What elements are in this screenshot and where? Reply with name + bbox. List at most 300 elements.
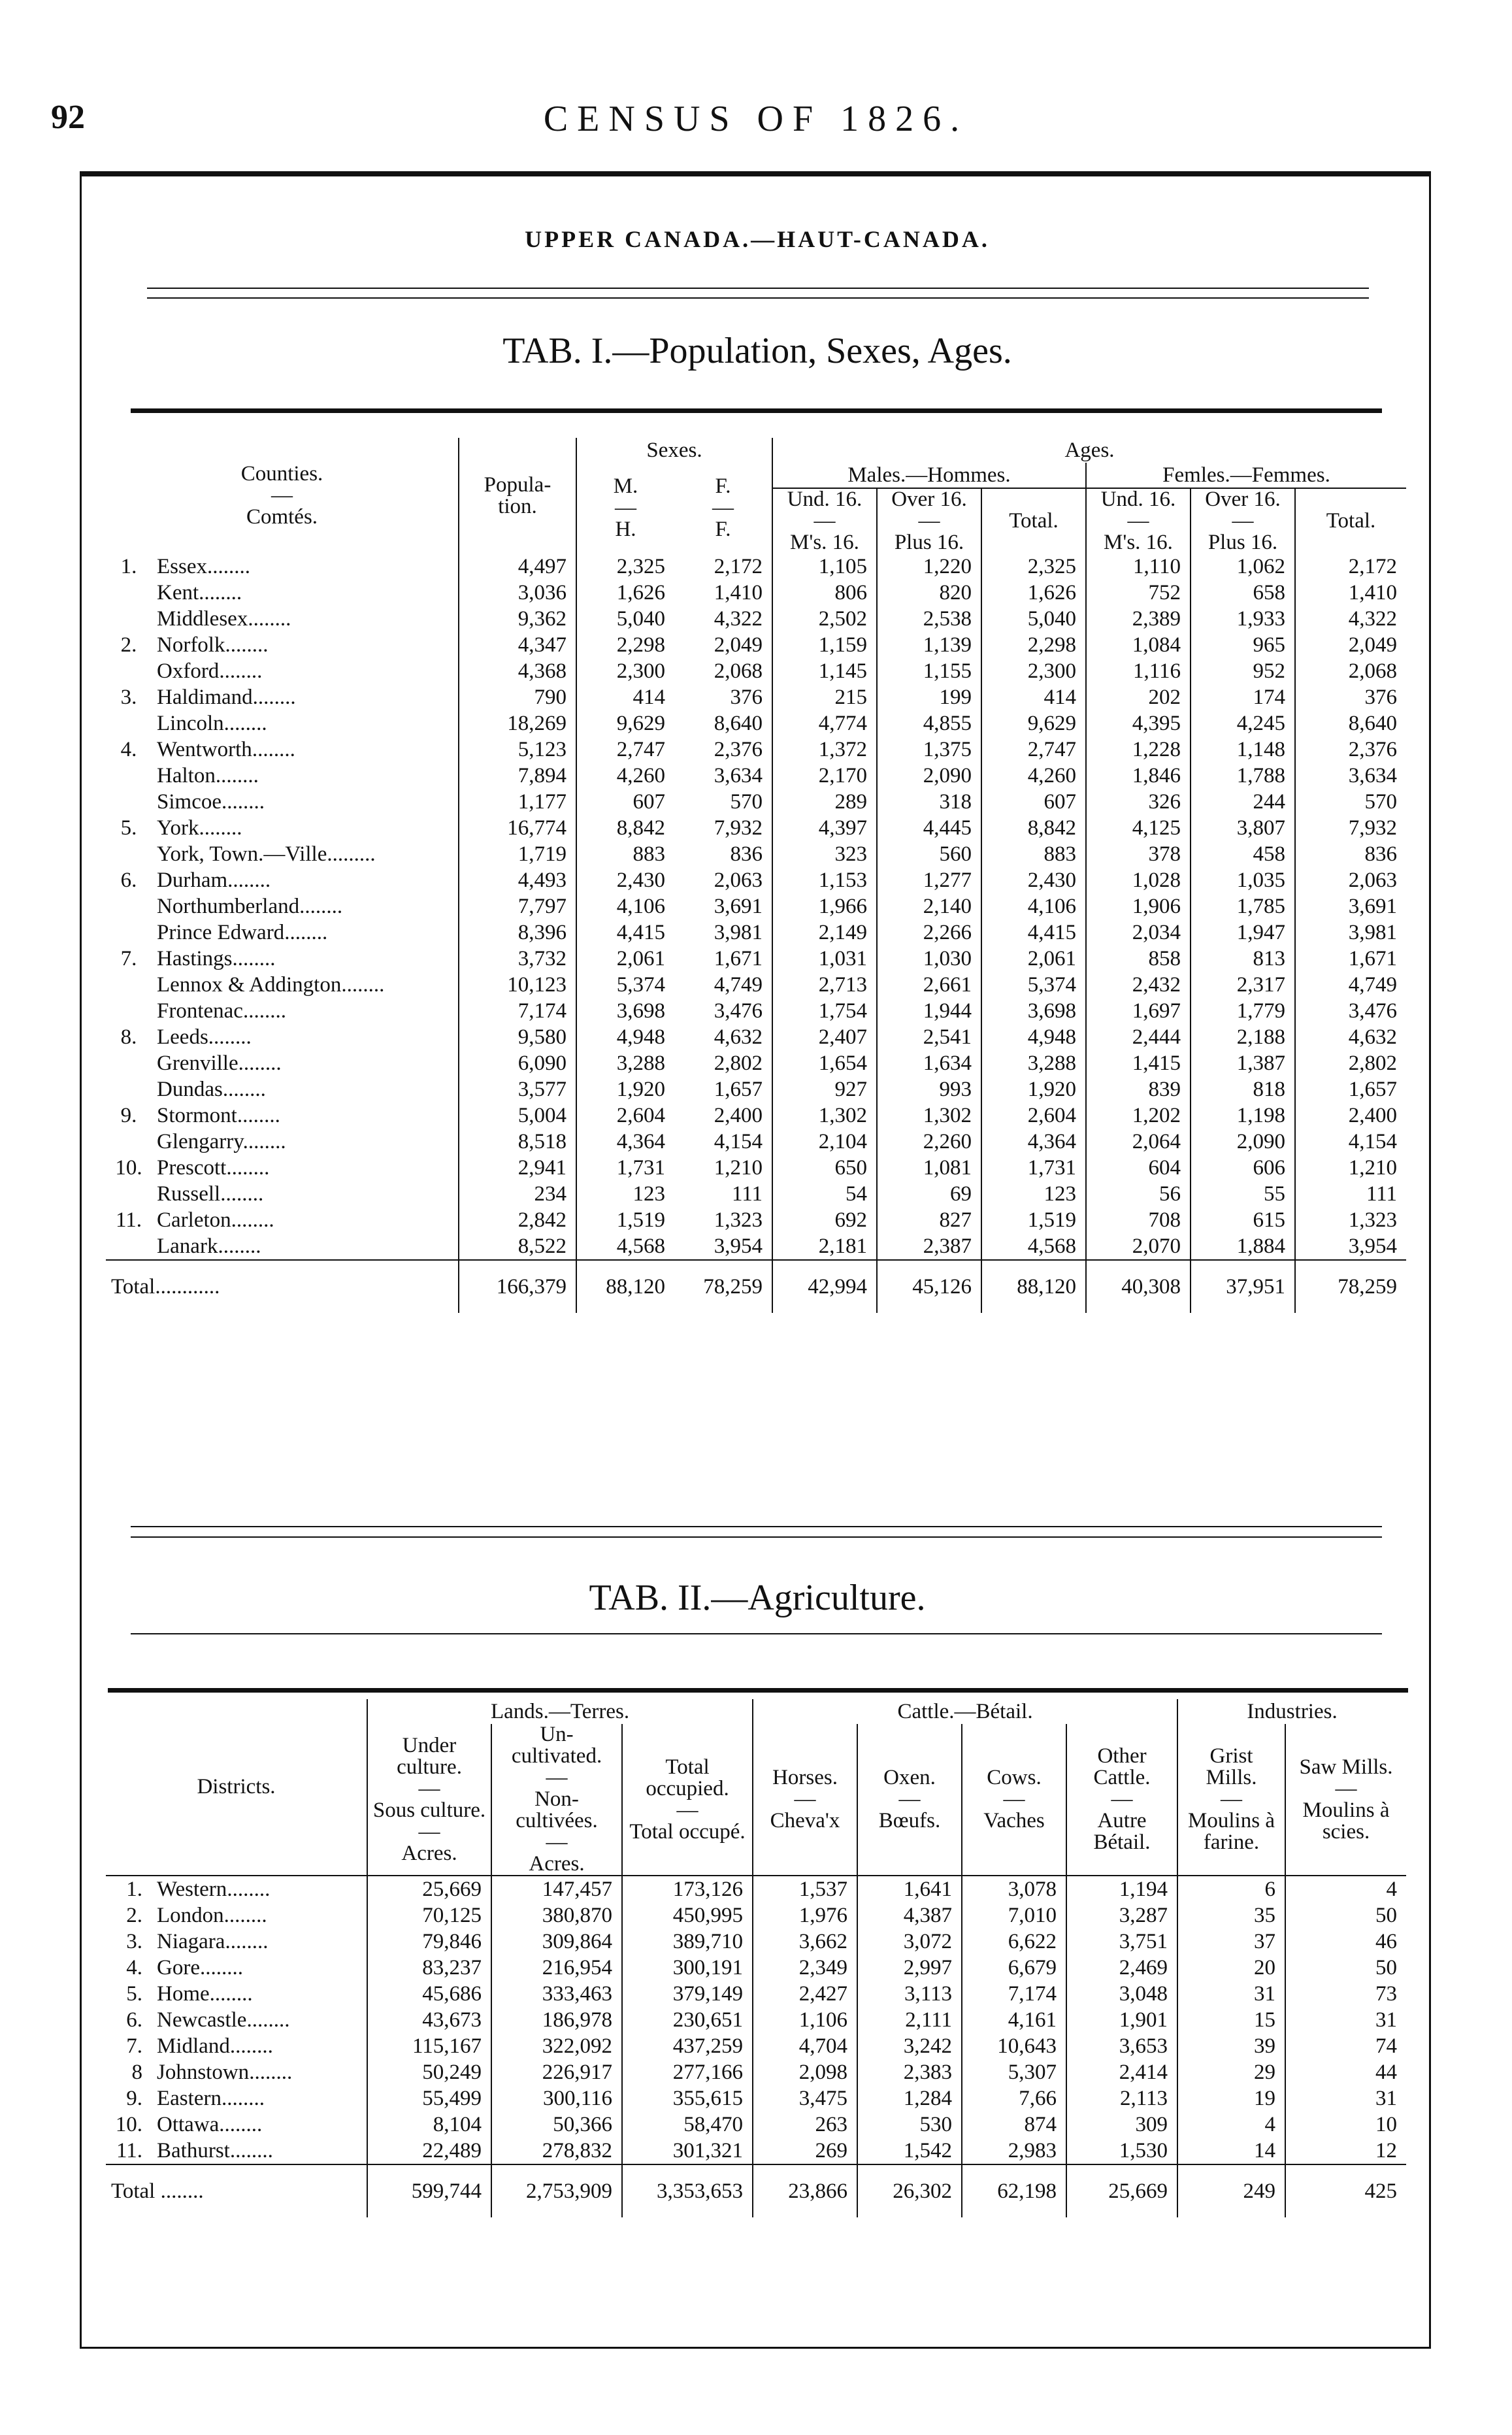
cell-f: 376 [730,685,763,709]
cell-co: 7,010 [962,1902,1066,1929]
cell-mt: 3,698 [981,998,1086,1024]
group-number [106,893,152,919]
cell-f: 2,063 [714,868,763,892]
under-culture-header: Under culture. — Sous culture. — Acres. [367,1724,491,1876]
county-row [106,763,1406,789]
cell-f: 3,691 [714,894,763,918]
district-number: 5. [126,1981,142,2006]
cell-un: 226,917 [491,2059,622,2085]
cell-fu: 202 [1086,684,1191,710]
total-occupied-header: Total occupied. — Total occupé. [622,1724,753,1876]
cell-pop: 6,090 [459,1050,576,1076]
group-number [106,1129,152,1155]
cell-mt: 1,731 [981,1155,1086,1181]
county-name: Stormont........ [157,1103,280,1127]
male-under16-header: Und. 16. — M's. 16. [772,488,877,554]
cell-m: 3,698 [576,998,674,1024]
agriculture-table [106,1699,1406,2217]
cell-fo: 818 [1191,1076,1295,1102]
autre-label: Autre Bétail. [1093,1809,1151,1854]
cell-sm: 12 [1285,2138,1406,2164]
group-number [106,972,152,998]
cell-fo: 3,807 [1191,815,1295,841]
cell-mt: 2,061 [981,946,1086,972]
cell-mu: 4,397 [772,815,877,841]
group-number: 11. [115,1208,142,1232]
district-row [106,1902,1406,1929]
cell-m: 2,298 [576,632,674,658]
district-name: Home........ [157,1981,253,2006]
moulins-farine-label: Moulins à farine. [1188,1809,1275,1854]
cell-uc: 43,673 [367,2007,491,2033]
cell-ft: 376 [1295,684,1406,710]
cell-uc: 50,249 [367,2059,491,2085]
cell-mo: 4,445 [877,815,981,841]
cell-pop: 234 [459,1181,576,1207]
district-row [106,2112,1406,2138]
group-number [106,1181,152,1207]
cell-un: 216,954 [491,1955,622,1981]
cell-mo: 827 [877,1207,981,1233]
cell-mt: 2,430 [981,867,1086,893]
plus16-label: Plus 16. [1208,531,1278,554]
cell-pop: 4,368 [459,658,576,684]
cell-ho: 4,704 [753,2033,857,2059]
county-name: Oxford........ [157,659,263,683]
running-title: CENSUS OF 1826. [543,99,969,139]
cell-mu: 1,159 [772,632,877,658]
county-row [106,1024,1406,1050]
group-number [106,841,152,867]
running-head [0,98,1512,144]
cell-mo: 199 [877,684,981,710]
county-name: Halton........ [157,763,259,787]
cell-sm: 44 [1285,2059,1406,2085]
cell-mu: 2,181 [772,1233,877,1260]
district-number: 7. [126,2034,142,2058]
county-name: York, Town.—Ville......... [157,842,376,866]
cell-mu: 806 [772,580,877,606]
cell-mu: 1,372 [772,737,877,763]
cell-ot: 3,653 [1066,2033,1177,2059]
cell-fo: 1,035 [1191,867,1295,893]
cell-co: 3,078 [962,1876,1066,1902]
district-number: 4. [126,1955,142,1979]
cell-co: 7,66 [962,2085,1066,2112]
cell-fu: 1,110 [1086,554,1191,580]
cell-fo: 658 [1191,580,1295,606]
cell-mt: 4,260 [981,763,1086,789]
tab2-top-rule [108,1688,1408,1693]
district-number: 1. [106,1876,152,1902]
cell-to: 450,995 [622,1902,753,1929]
cell-mu: 54 [772,1181,877,1207]
h-label: H. [615,518,636,541]
uncultivated-header: Un- cultivated. — Non- cultivées. — Acres. [491,1724,622,1876]
cell-un: 322,092 [491,2033,622,2059]
total-mt: 88,120 [981,1260,1086,1313]
cell-ft: 1,210 [1295,1155,1406,1181]
tab1-top-rule [131,408,1382,413]
cell-ft: 7,932 [1295,815,1406,841]
district-name: Midland........ [157,2034,273,2058]
cell-mu: 2,407 [772,1024,877,1050]
cell-pop: 4,493 [459,867,576,893]
cell-mt: 4,568 [981,1233,1086,1260]
cell-ft: 111 [1295,1181,1406,1207]
cell-gm: 37 [1177,1929,1285,1955]
county-row [106,1181,1406,1207]
cell-m: 2,061 [576,946,674,972]
cell-mu: 289 [772,789,877,815]
cell-mo: 1,030 [877,946,981,972]
county-row [106,1207,1406,1233]
cell-gm: 14 [1177,2138,1285,2164]
sexes-header: Sexes. [576,438,772,463]
female-under16-header: Und. 16. — M's. 16. [1086,488,1191,554]
cell-fu: 1,028 [1086,867,1191,893]
moulins-scies-label: Moulins à scies. [1302,1798,1390,1844]
ms16-label: M's. 16. [1104,531,1173,554]
divider [131,1526,1382,1527]
county-row [106,1155,1406,1181]
district-name: Western........ [152,1876,367,1902]
cell-pop: 7,894 [459,763,576,789]
cell-pop: 2,842 [459,1207,576,1233]
grist-mills-header: Grist Mills. — Moulins à farine. [1177,1724,1285,1876]
cell-f: 111 [731,1182,763,1206]
cell-pop: 5,123 [459,737,576,763]
totoccupe-label: Total occupé. [629,1819,746,1844]
county-row [106,737,1406,763]
cell-mo: 2,661 [877,972,981,998]
cell-uc: 55,499 [367,2085,491,2112]
cell-pop: 1,177 [459,789,576,815]
cell-pop: 7,797 [459,893,576,919]
horses-label: Horses. [772,1766,838,1789]
cell-co: 2,983 [962,2138,1066,2164]
cell-fu: 1,228 [1086,737,1191,763]
county-row [106,972,1406,998]
county-name: Hastings........ [157,946,276,970]
cell-ft: 3,954 [1295,1233,1406,1260]
cell-to: 301,321 [622,2138,753,2164]
total-fo: 37,951 [1191,1260,1295,1313]
district-number: 11. [116,2138,142,2162]
cell-mt: 607 [981,789,1086,815]
cell-m: 2,430 [576,867,674,893]
cell-mt: 2,747 [981,737,1086,763]
cell-mu: 323 [772,841,877,867]
cell-mu: 1,966 [772,893,877,919]
districts-header: Districts. [197,1775,276,1798]
cell-gm: 19 [1177,2085,1285,2112]
under-label: Under culture. [397,1733,462,1779]
cell-f: 3,981 [714,920,763,944]
noncult-label: Non- cultivées. [516,1787,598,1832]
county-name: Grenville........ [157,1051,282,1075]
cell-ot: 1,530 [1066,2138,1177,2164]
district-number: 6. [126,2008,142,2032]
district-number: 2. [126,1903,142,1927]
cell-pop: 18,269 [459,710,576,737]
cell-co: 6,622 [962,1929,1066,1955]
cell-sm: 50 [1285,1902,1406,1929]
cell-ho: 1,976 [753,1902,857,1929]
county-name: Wentworth........ [157,737,295,761]
section-title: UPPER CANADA.—HAUT-CANADA. [525,226,990,252]
cell-ft: 3,634 [1295,763,1406,789]
cell-ft: 1,657 [1295,1076,1406,1102]
cell-ft: 3,691 [1295,893,1406,919]
cell-ft: 2,068 [1295,658,1406,684]
grist-label: Grist Mills. [1206,1744,1257,1789]
district-number: 10. [115,2112,142,2136]
district-number: 9. [126,2086,142,2110]
cell-m: 4,106 [576,893,674,919]
cell-mu: 927 [772,1076,877,1102]
cell-co: 10,643 [962,2033,1066,2059]
total-mo: 45,126 [877,1260,981,1313]
cell-fo: 4,245 [1191,710,1295,737]
cell-fu: 839 [1086,1076,1191,1102]
cell-mt: 414 [981,684,1086,710]
agriculture-total-row [106,2164,1406,2217]
cell-mo: 1,944 [877,998,981,1024]
cell-ft: 3,476 [1295,998,1406,1024]
county-row [106,606,1406,632]
cell-uc: 115,167 [367,2033,491,2059]
county-row [106,998,1406,1024]
cell-ho: 2,349 [753,1955,857,1981]
cell-pop: 8,518 [459,1129,576,1155]
counties-header: Counties. — Comtés. [106,438,459,554]
cell-mo: 69 [877,1181,981,1207]
cell-fo: 244 [1191,789,1295,815]
cell-f: 2,400 [714,1103,763,1127]
cell-ox: 3,242 [857,2033,962,2059]
cell-uc: 83,237 [367,1955,491,1981]
cell-pop: 4,347 [459,632,576,658]
ms16-label: M's. 16. [790,531,859,554]
cell-fo: 1,788 [1191,763,1295,789]
cell-ox: 2,997 [857,1955,962,1981]
cell-mo: 1,139 [877,632,981,658]
group-number [106,580,152,606]
cell-ox: 3,072 [857,1929,962,1955]
cell-ox: 1,542 [857,2138,962,2164]
cell-fo: 1,947 [1191,919,1295,946]
county-row [106,658,1406,684]
county-name: Norfolk........ [157,633,269,657]
cell-m: 414 [576,684,674,710]
other-label: Other Cattle. [1093,1744,1151,1789]
cell-mt: 4,415 [981,919,1086,946]
chevaux-label: Cheva'x [770,1809,840,1832]
cell-mt: 2,604 [981,1102,1086,1129]
cell-sm: 50 [1285,1955,1406,1981]
cell-fo: 965 [1191,632,1295,658]
total-ot: 25,669 [1066,2164,1177,2217]
county-row [106,1129,1406,1155]
cell-mo: 560 [877,841,981,867]
tab1-title: TAB. I.—Population, Sexes, Ages. [502,331,1012,371]
cell-ft: 2,400 [1295,1102,1406,1129]
divider [147,288,1369,289]
cell-co: 4,161 [962,2007,1066,2033]
total-sm: 425 [1285,2164,1406,2217]
other-cattle-header: Other Cattle. — Autre Bétail. [1066,1724,1177,1876]
cell-f: 8,640 [714,711,763,735]
cell-mu: 4,774 [772,710,877,737]
cell-uc: 8,104 [367,2112,491,2138]
district-name: Bathurst........ [157,2138,273,2162]
group-number: 4. [120,737,137,761]
f-label: F. [715,474,731,498]
cell-mu: 2,713 [772,972,877,998]
cell-fu: 2,034 [1086,919,1191,946]
cell-un: 333,463 [491,1981,622,2007]
cell-fo: 1,387 [1191,1050,1295,1076]
total-label: Total ........ [106,2164,367,2217]
cell-pop: 2,941 [459,1155,576,1181]
cell-fu: 1,202 [1086,1102,1191,1129]
cell-m: 4,568 [576,1233,674,1260]
county-row [106,1233,1406,1260]
cell-m: 2,747 [576,737,674,763]
cell-pop: 5,004 [459,1102,576,1129]
district-row [106,2085,1406,2112]
district-row [106,2059,1406,2085]
total-ox: 26,302 [857,2164,962,2217]
cell-mu: 2,170 [772,763,877,789]
cell-sm: 46 [1285,1929,1406,1955]
cell-ox: 2,111 [857,2007,962,2033]
cell-pop: 8,522 [459,1233,576,1260]
district-name: Ottawa........ [157,2112,263,2136]
cell-ox: 3,113 [857,1981,962,2007]
cell-mu: 2,502 [772,606,877,632]
cell-fu: 2,064 [1086,1129,1191,1155]
cell-f: 1,210 [714,1155,763,1180]
cell-uc: 70,125 [367,1902,491,1929]
cell-pop: 9,362 [459,606,576,632]
cell-mt: 4,948 [981,1024,1086,1050]
cell-mt: 4,106 [981,893,1086,919]
county-name: Prescott........ [157,1155,270,1180]
district-name: Niagara........ [157,1929,269,1953]
cell-mo: 1,302 [877,1102,981,1129]
cell-f: 4,632 [714,1025,763,1049]
cell-f: 570 [730,789,763,814]
cell-f: 2,068 [714,659,763,683]
county-row [106,710,1406,737]
cell-ft: 1,671 [1295,946,1406,972]
cell-mu: 2,149 [772,919,877,946]
m-label: M. [613,474,638,498]
cell-mt: 1,626 [981,580,1086,606]
county-row [106,1102,1406,1129]
cell-ho: 3,662 [753,1929,857,1955]
county-name: Kent........ [157,580,242,605]
cell-m: 4,364 [576,1129,674,1155]
cell-gm: 15 [1177,2007,1285,2033]
cell-mo: 2,266 [877,919,981,946]
cell-mt: 123 [981,1181,1086,1207]
district-number: 8 [131,2060,142,2084]
cell-f: 2,049 [714,633,763,657]
cell-ft: 4,322 [1295,606,1406,632]
cows-header: Cows. — Vaches [962,1724,1066,1876]
county-name: Glengarry........ [157,1129,286,1153]
cell-to: 230,651 [622,2007,753,2033]
cell-fu: 1,084 [1086,632,1191,658]
population-table-body [106,554,1406,1260]
cell-ot: 3,751 [1066,1929,1177,1955]
counties-label: Counties. [240,462,323,486]
cell-mu: 1,145 [772,658,877,684]
cell-f: 1,671 [714,946,763,970]
cell-un: 147,457 [491,1876,622,1902]
cell-f: 3,476 [714,999,763,1023]
cell-fu: 1,906 [1086,893,1191,919]
cell-fu: 2,444 [1086,1024,1191,1050]
cell-ho: 2,098 [753,2059,857,2085]
cell-gm: 20 [1177,1955,1285,1981]
totocc-label: Total occupied. [646,1755,729,1800]
cell-m: 4,415 [576,919,674,946]
county-row [106,867,1406,893]
county-row [106,632,1406,658]
cell-ox: 1,284 [857,2085,962,2112]
county-row [106,789,1406,815]
cell-fo: 1,779 [1191,998,1295,1024]
cell-mo: 1,220 [877,554,981,580]
cows-label: Cows. [987,1766,1042,1789]
cell-f: 3,634 [714,763,763,787]
county-name: Durham........ [157,868,271,892]
group-number [106,789,152,815]
cell-ft: 2,049 [1295,632,1406,658]
county-name: Frontenac........ [157,999,286,1023]
cell-un: 309,864 [491,1929,622,1955]
acres-label: Acres. [401,1841,457,1865]
cell-fu: 2,070 [1086,1233,1191,1260]
cell-f: 1,657 [714,1077,763,1101]
cell-fu: 1,846 [1086,763,1191,789]
cell-ox: 4,387 [857,1902,962,1929]
group-number [106,919,152,946]
cell-m: 123 [576,1181,674,1207]
county-row [106,893,1406,919]
total-to: 3,353,653 [622,2164,753,2217]
district-row [106,2138,1406,2164]
cell-mt: 2,325 [981,554,1086,580]
cell-fo: 2,090 [1191,1129,1295,1155]
over16-label: Over 16. [891,488,967,511]
cell-mo: 1,634 [877,1050,981,1076]
cell-ft: 2,172 [1295,554,1406,580]
cell-ho: 1,106 [753,2007,857,2033]
total-mu: 42,994 [772,1260,877,1313]
cell-fu: 1,116 [1086,658,1191,684]
cell-un: 186,978 [491,2007,622,2033]
cell-ho: 263 [753,2112,857,2138]
cell-fo: 458 [1191,841,1295,867]
cell-mu: 215 [772,684,877,710]
uncult-label: Un- cultivated. [511,1724,602,1768]
und16-label: Und. 16. [1100,488,1176,511]
